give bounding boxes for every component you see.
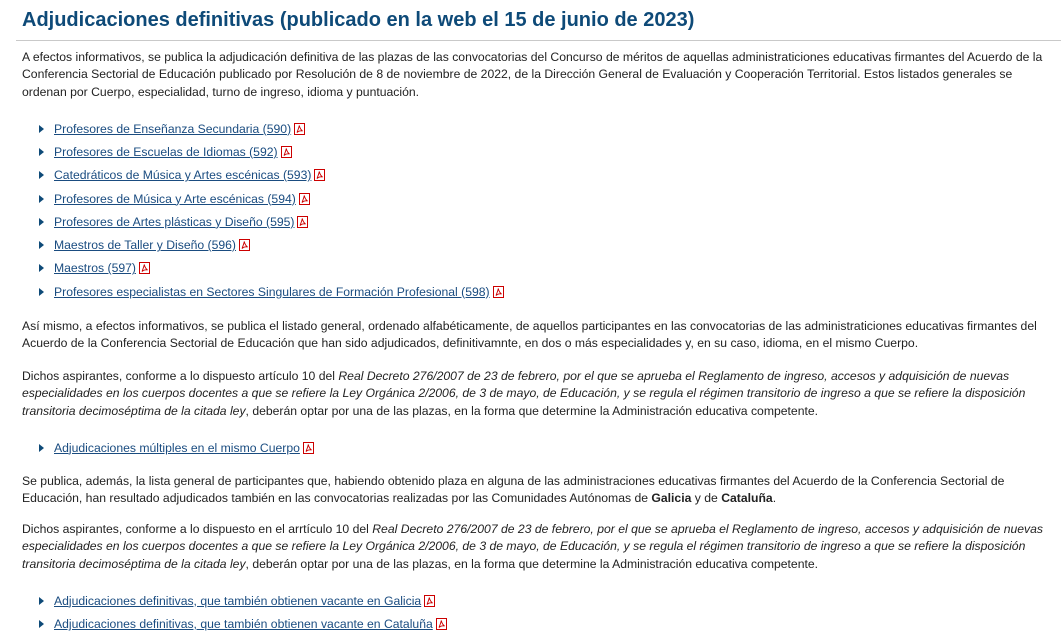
other-ccaa-y: y de — [691, 491, 722, 506]
list-item — [22, 280, 504, 303]
list-item — [22, 257, 504, 280]
pdf-icon[interactable] — [436, 618, 447, 630]
decree-1-after: , deberán optar por una de las plazas, en la forma que determine la Administración educativa competente. — [245, 403, 819, 418]
decree-1-before: Dichos aspirantes, conforme a lo dispuesto artículo 10 del — [22, 369, 339, 383]
link-cuerpo-596[interactable]: Maestros de Taller y Diseño (596) — [54, 238, 236, 253]
other-ccaa-end: . — [772, 491, 777, 506]
triangle-right-icon — [39, 620, 44, 628]
list-item — [22, 164, 504, 187]
other-ccaa-paragraph — [22, 473, 1048, 508]
link-cuerpo-598[interactable]: Profesores especialistas en Sectores Singulares de Formación Profesional (598) — [54, 284, 490, 299]
list-item — [22, 187, 504, 210]
triangle-right-icon — [39, 148, 44, 156]
triangle-right-icon — [39, 597, 44, 605]
link-vacante-cataluna[interactable]: Adjudicaciones definitivas, que también obtienen vacante en Cataluña — [54, 616, 433, 631]
intro-paragraph: A efectos informativos, se publica la adjudicación definitiva de las plazas de las convocatorias del Concurso de méritos de aquellas administraticiones educativas firmantes del Acuerdo de la Conferencia Sectorial de Educación publicado por Resolución de 8 de noviembre de 2022, de la Dirección General de Evaluación y Cooperación Territorial. Estos listados generales se ordenan por Cuerpo, especialidad, turno de ingreso, idioma y puntuación. — [22, 50, 1043, 99]
link-cuerpo-592[interactable]: Profesores de Escuelas de Idiomas (592) — [54, 144, 278, 159]
decree-2-before: Dichos aspirantes, conforme a lo dispuesto en el arrtículo 10 del — [22, 522, 373, 536]
cataluna-label: Cataluña — [721, 491, 773, 506]
galicia-label: Galicia — [651, 491, 692, 506]
pdf-icon[interactable] — [424, 595, 435, 607]
list-item — [22, 612, 447, 635]
triangle-right-icon — [39, 288, 44, 296]
triangle-right-icon — [39, 444, 44, 452]
ccaa-links-list — [22, 589, 447, 636]
link-cuerpo-597[interactable]: Maestros (597) — [54, 261, 136, 276]
list-item — [22, 140, 504, 163]
pdf-icon[interactable] — [281, 146, 292, 158]
list-item — [22, 436, 314, 459]
pdf-icon[interactable] — [303, 442, 314, 454]
triangle-right-icon — [39, 195, 44, 203]
decree-paragraph-1 — [22, 368, 1048, 420]
other-ccaa-before: Se publica, además, la lista general de participantes que, habiendo obtenido plaza en alguna de las administraciones educativas firmantes del Acuerdo de la Conferencia Sectorial de Educación, han resultado adjudicados también en las convocatorias realizadas por las Comunidades Autónomas de — [22, 474, 1005, 506]
title-divider — [16, 40, 1061, 41]
triangle-right-icon — [39, 264, 44, 272]
pdf-icon[interactable] — [297, 216, 308, 228]
page-title: Adjudicaciones definitivas (publicado en la web el 15 de junio de 2023) — [22, 9, 695, 31]
link-cuerpo-593[interactable]: Catedráticos de Música y Artes escénicas (593) — [54, 168, 312, 183]
list-item — [22, 210, 504, 233]
link-cuerpo-595[interactable]: Profesores de Artes plásticas y Diseño (595) — [54, 214, 295, 229]
multiple-links-list — [22, 436, 314, 459]
triangle-right-icon — [39, 125, 44, 133]
pdf-icon[interactable] — [314, 169, 325, 181]
pdf-icon[interactable] — [299, 193, 310, 205]
link-cuerpo-594[interactable]: Profesores de Música y Arte escénicas (594) — [54, 191, 296, 206]
multiple-intro-paragraph: Así mismo, a efectos informativos, se publica el listado general, ordenado alfabéticamente, de aquellos participantes en las convocatorias de las administraticiones educativas firmantes del Acuerdo de la Conferencia Sectorial de Educación que han sido adjudicados, definitivamnte, en dos o más especialidades y, en su caso, idioma, en el mismo Cuerpo. — [22, 319, 1037, 351]
link-cuerpo-590[interactable]: Profesores de Enseñanza Secundaria (590) — [54, 121, 292, 136]
pdf-icon[interactable] — [294, 123, 305, 135]
triangle-right-icon — [39, 218, 44, 226]
list-item — [22, 233, 504, 256]
decree-2-citation: Real Decreto 276/2007 de 23 de febrero, por el que se aprueba el Reglamento de ingreso, accesos y adquisición de nuevas especialidades en los cuerpos docentes a que se refiere la Ley Orgánica 2/2006, de 3 de mayo, de Educación, y se regula el régimen transitorio de ingreso a que se refiere la disposición transitoria decimoséptima de la citada ley — [22, 522, 1044, 571]
decree-1-citation: Real Decreto 276/2007 de 23 de febrero, por el que se aprueba el Reglamento de ingreso, accesos y adquisición de nuevas especialidades en los cuerpos docentes a que se refiere la Ley Orgánica 2/2006, de 3 de mayo, de Educación, y se regula el régimen transitorio de ingreso a que se refiere la disposición transitoria decimoséptima de la citada ley — [22, 369, 1026, 418]
decree-2-after: , deberán optar por una de las plazas, en la forma que determine la Administración educativa competente. — [245, 556, 819, 571]
list-item — [22, 117, 504, 140]
link-adjudicaciones-multiples[interactable]: Adjudicaciones múltiples en el mismo Cuerpo — [54, 440, 300, 455]
pdf-icon[interactable] — [139, 262, 150, 274]
link-vacante-galicia[interactable]: Adjudicaciones definitivas, que también obtienen vacante en Galicia — [54, 593, 422, 608]
pdf-icon[interactable] — [239, 239, 250, 251]
triangle-right-icon — [39, 171, 44, 179]
pdf-icon[interactable] — [493, 286, 504, 298]
list-item — [22, 589, 447, 612]
triangle-right-icon — [39, 241, 44, 249]
cuerpo-links-list — [22, 117, 504, 303]
decree-paragraph-2 — [22, 521, 1048, 573]
